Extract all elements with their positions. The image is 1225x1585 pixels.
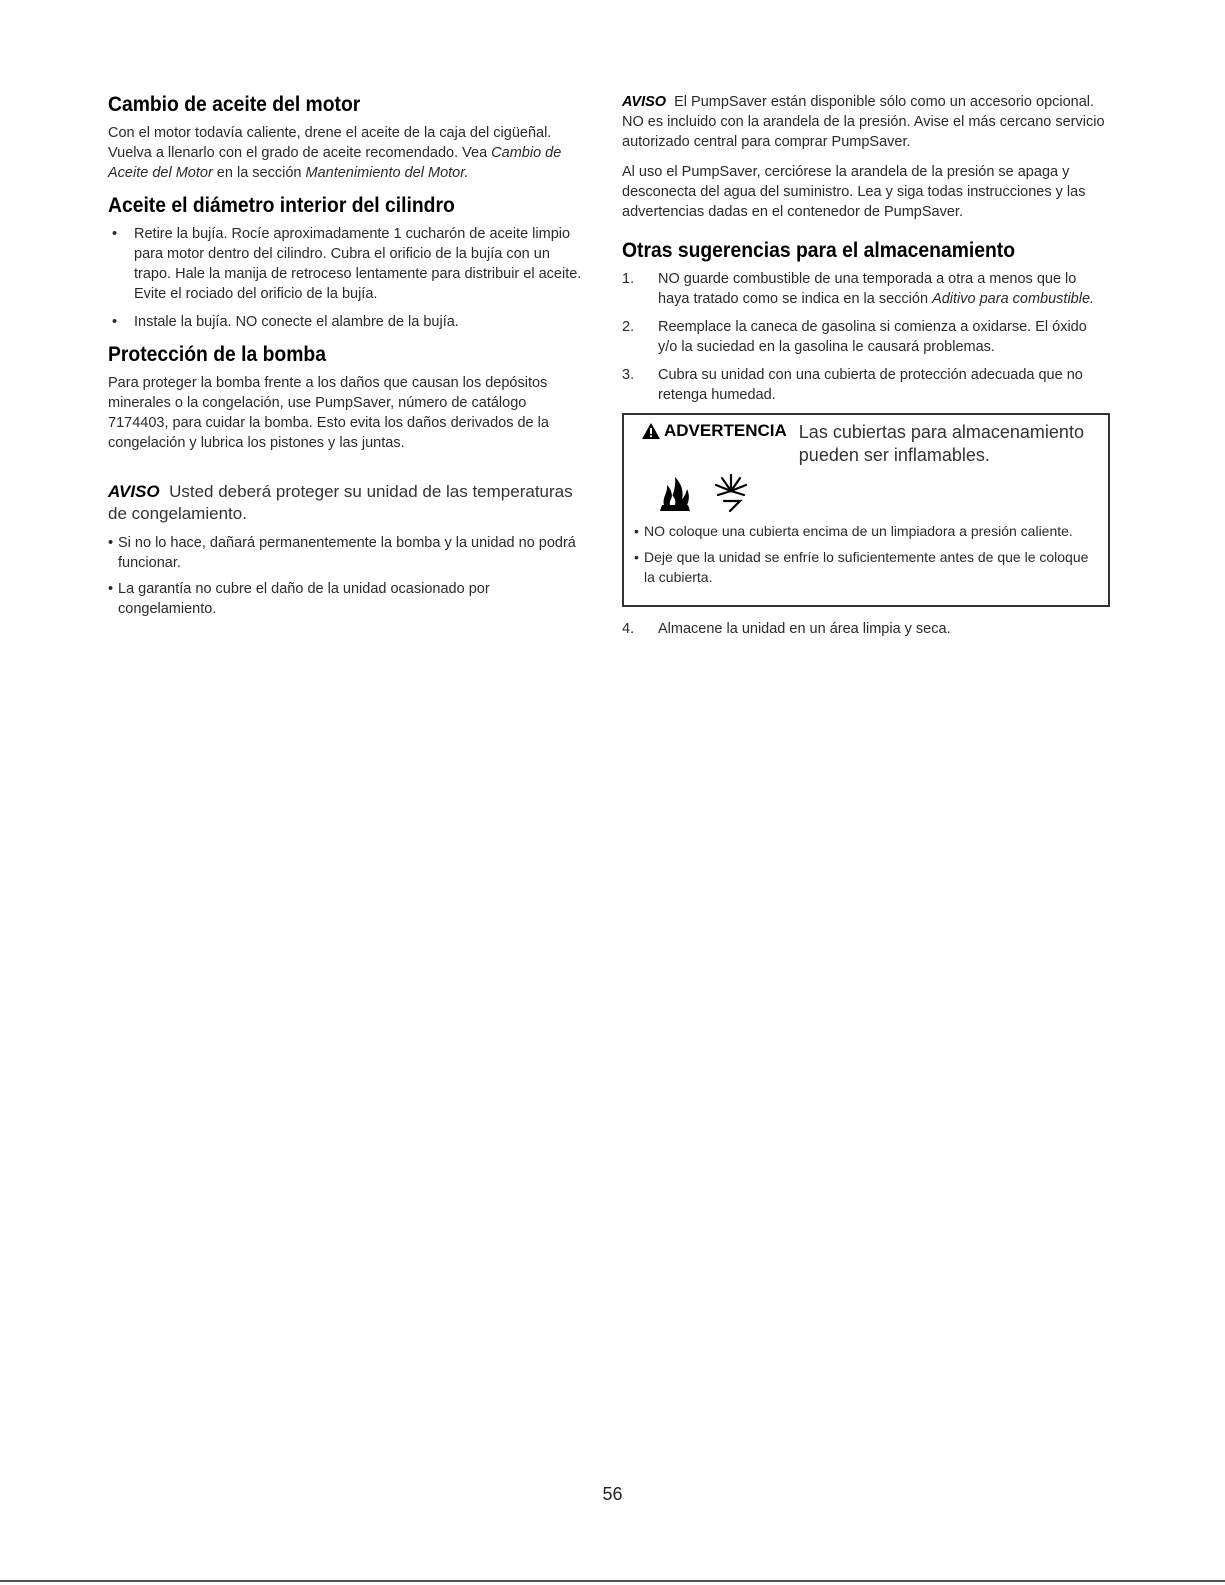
warning-message: Las cubiertas para almacenamiento pueden ser inflamables. xyxy=(798,422,1084,465)
list-item: • Retire la bujía. Rocíe aproximadamente 1 cucharón de aceite limpio para motor dentro del cilindro. Cubra el orificio de la bujía con un trapo. Hale la manija de retroceso lentamente para distribuir el aceite. Evite el rociado del orificio de la bujía. xyxy=(108,224,588,304)
warning-list xyxy=(634,521,1098,587)
warning-triangle-icon xyxy=(642,423,660,439)
list-item: • Deje que la unidad se enfríe lo suficientemente antes de que le coloque la cubierta. xyxy=(634,547,1098,587)
notice-pumpsaver: AVISO El PumpSaver están disponible sólo como un accesorio opcional. NO es incluido con la arandela de la presión. Avise el más cercano servicio autorizado central para comprar PumpSaver. xyxy=(622,94,1105,150)
warning-header xyxy=(634,421,1098,467)
list-item: • La garantía no cubre el daño de la unidad ocasionado por congelamiento. xyxy=(108,579,588,619)
list-item: 4. Almacene la unidad en un área limpia y seca. xyxy=(622,621,951,637)
notice-freezing: AVISO Usted deberá proteger su unidad de las temperaturas de congelamiento. xyxy=(108,482,573,523)
heading-engine-oil-change: Cambio de aceite del motor xyxy=(108,93,361,116)
storage-tips-list-continued xyxy=(622,619,1110,639)
storage-tips-list xyxy=(622,269,1110,405)
page-number: 56 xyxy=(602,1484,623,1504)
warning-pictograms xyxy=(654,471,1098,515)
notice-label: AVISO xyxy=(622,94,667,110)
list-item: 1. NO guarde combustible de una temporada a otra a menos que lo haya tratado como se indica en la sección Aditivo para combustible. xyxy=(622,271,1095,307)
warning-box xyxy=(622,413,1110,607)
fire-icon xyxy=(654,471,696,513)
list-item: • NO coloque una cubierta encima de un limpiadora a presión caliente. xyxy=(634,521,1098,541)
notice-label: AVISO xyxy=(108,482,160,501)
list-item: • Si no lo hace, dañará permanentemente la bomba y la unidad no podrá funcionar. xyxy=(108,533,588,573)
right-column xyxy=(622,92,1110,647)
heading-cylinder-bore-oil: Aceite el diámetro interior del cilindro xyxy=(108,194,455,217)
engine-oil-change-text: Con el motor todavía caliente, drene el aceite de la caja del cigüeñal. Vuelva a llenarlo con el grado de aceite recomendado. Vea Cambio de Aceite del Motor en la sección Mantenimiento del Motor. xyxy=(108,125,562,181)
list-item: • Instale la bujía. NO conecte el alambre de la bujía. xyxy=(108,312,588,332)
freezing-notice-list xyxy=(108,533,588,619)
left-column xyxy=(108,92,588,629)
heading-storage-tips: Otras sugerencias para el almacenamiento xyxy=(622,239,1016,262)
pump-protection-text: Para proteger la bomba frente a los daños que causan los depósitos minerales o la congelación, use PumpSaver, número de catálogo 7174403, para cuidar la bomba. Esto evita los daños derivados de la congelación y lubrica los pistones y las juntas. xyxy=(108,375,549,451)
warning-word: ADVERTENCIA xyxy=(664,421,787,440)
explosion-icon xyxy=(710,471,752,513)
list-item: 3. Cubra su unidad con una cubierta de protección adecuada que no retenga humedad. xyxy=(622,367,1083,403)
pumpsaver-usage-text: Al uso el PumpSaver, cerciórese la arandela de la presión se apaga y desconecta del agua del suministro. Lea y siga todas instrucciones y las advertencias dadas en el contenedor de PumpSaver. xyxy=(622,164,1086,220)
bottom-divider xyxy=(0,1580,1225,1582)
heading-pump-protection: Protección de la bomba xyxy=(108,343,326,366)
cylinder-bore-list xyxy=(108,224,588,332)
warning-signal xyxy=(642,421,787,441)
list-item: 2. Reemplace la caneca de gasolina si comienza a oxidarse. El óxido y/o la suciedad en la gasolina le causará problemas. xyxy=(622,319,1087,355)
